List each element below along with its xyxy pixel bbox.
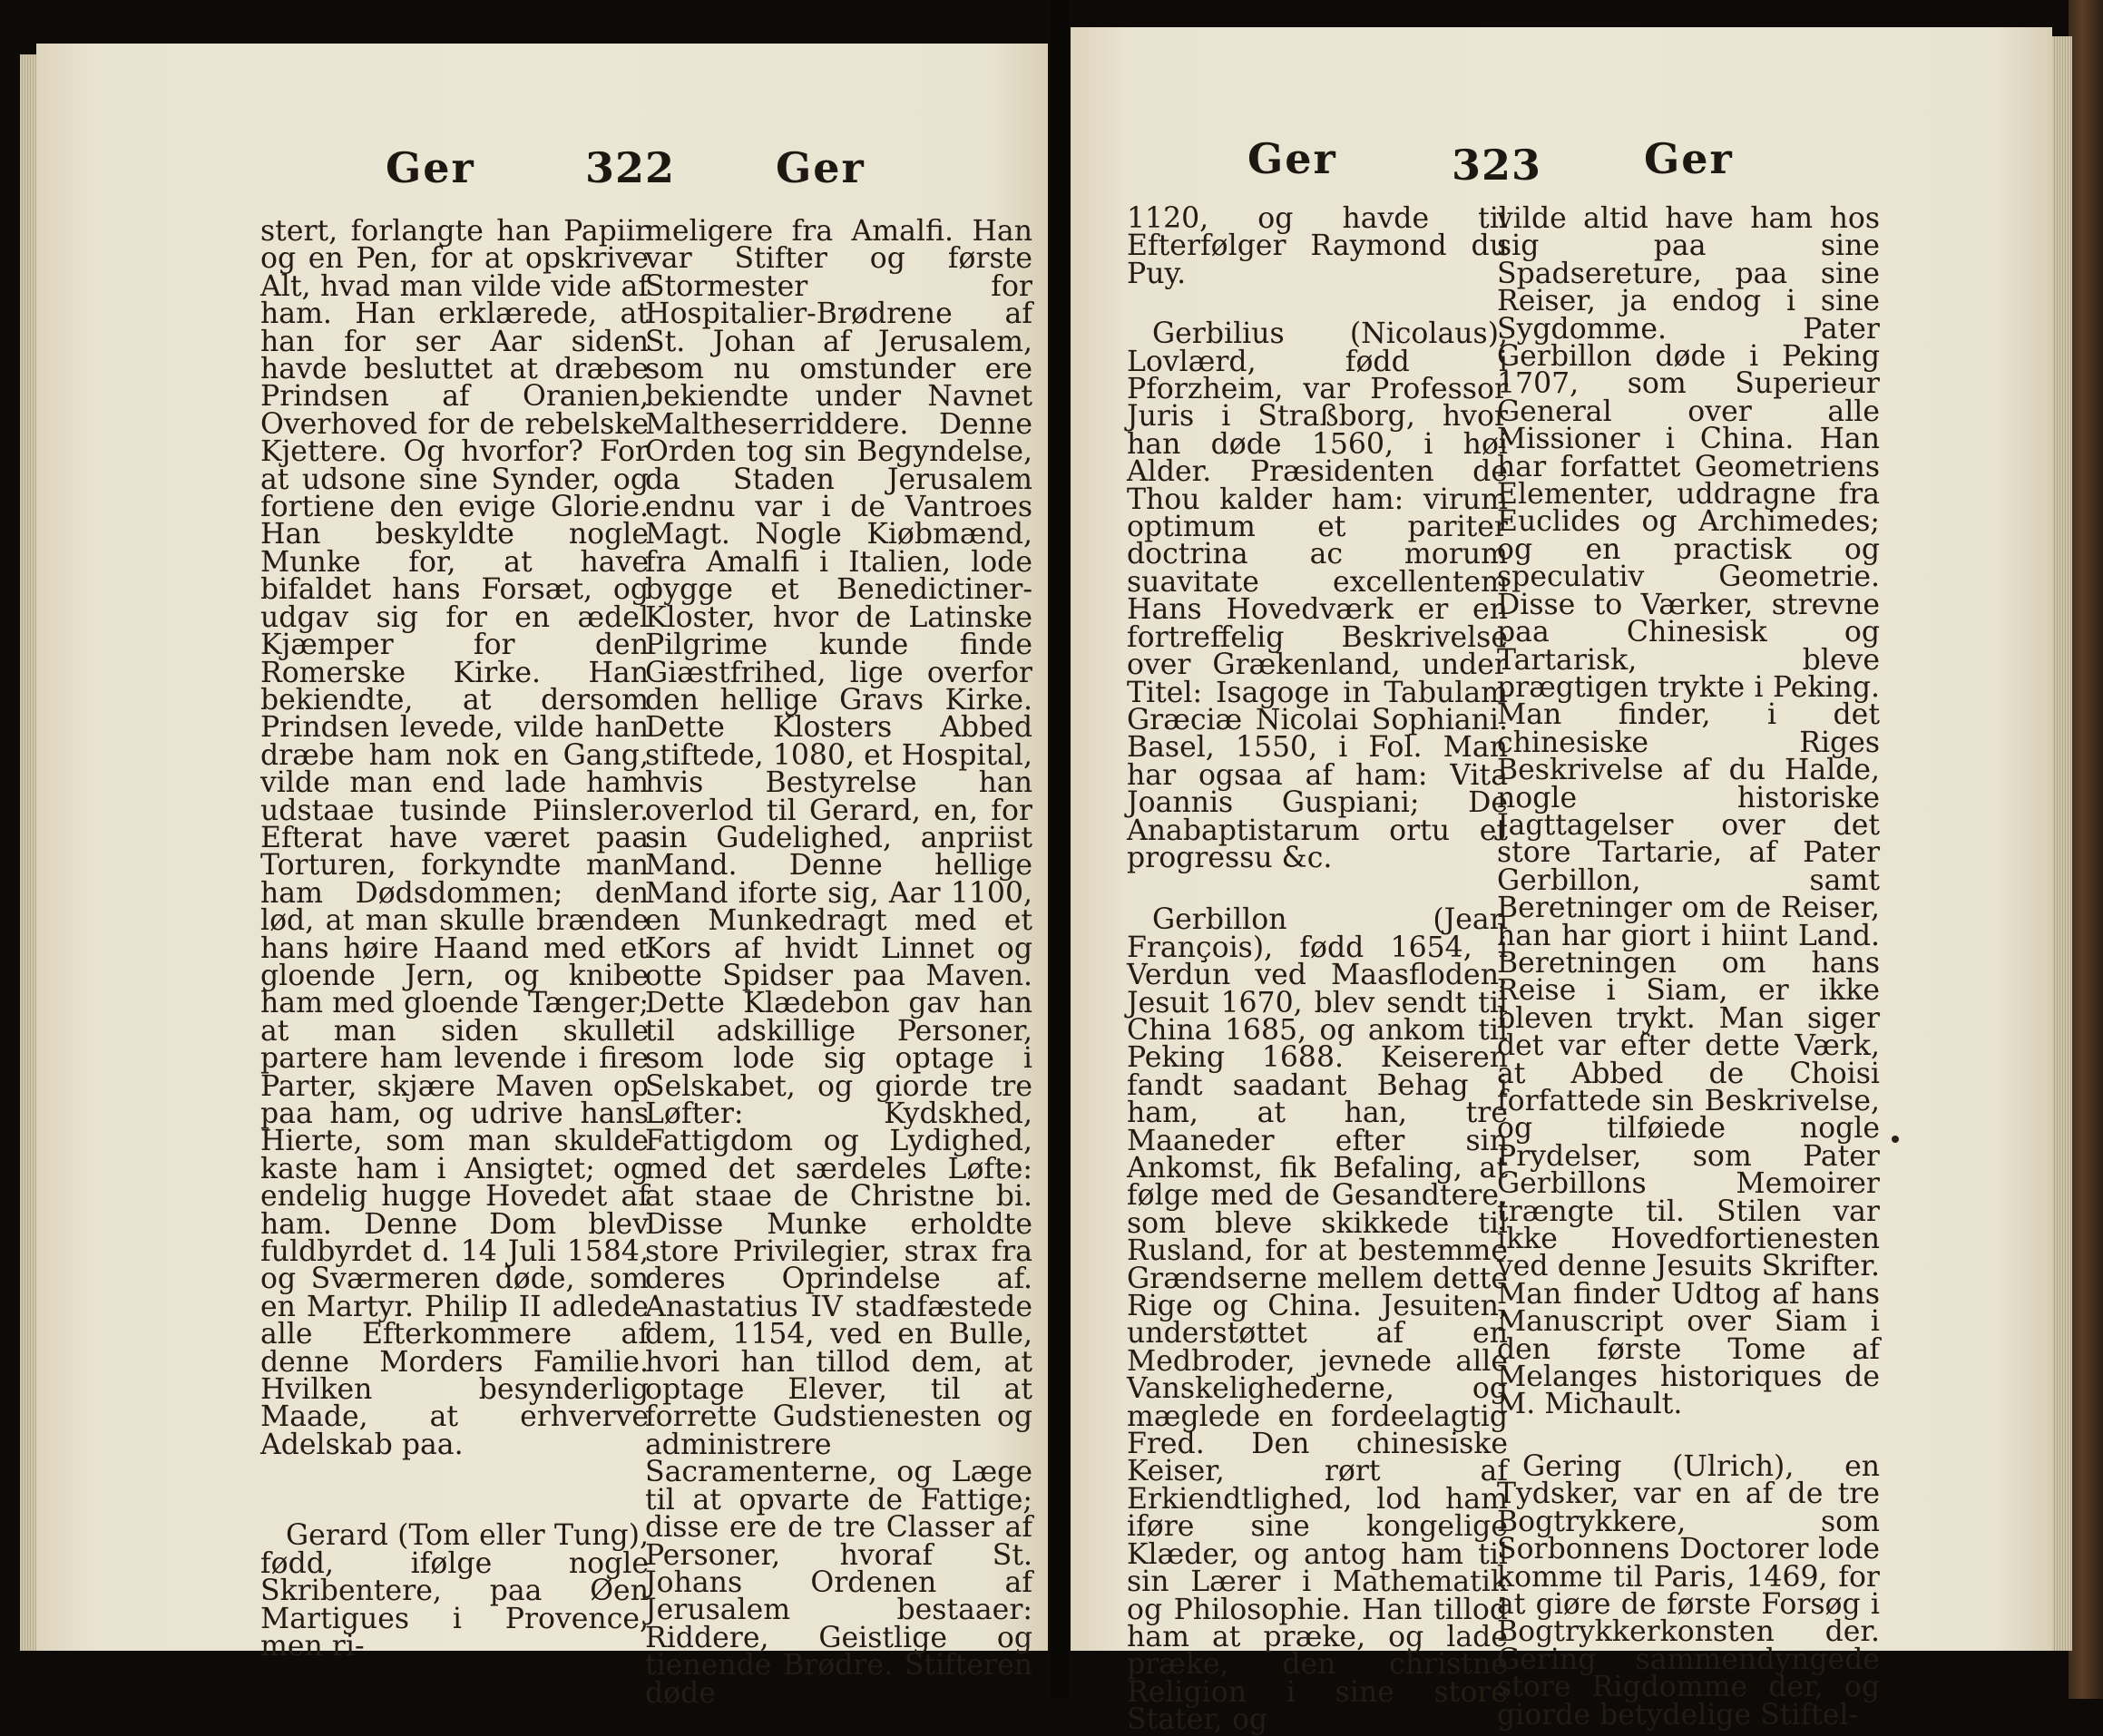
left-page-column-1 [260, 215, 649, 1663]
book-cover-edge [2069, 0, 2103, 1699]
right-page-column-2 [1497, 202, 1880, 1731]
paragraph-gering-entry: Gering (Ulrich), en Tydsker, var en af de tre Bogtrykkere, som Sorbonnens Doctorer lode komme til Paris, 1469, for at giøre de første Forsøg i Bogtrykkerkonsten der. Gering sammendyngede store Rigdomme der, og giorde betydelige Stiftel- [1497, 1449, 1880, 1731]
right-page-number: 323 [1452, 141, 1542, 190]
spread-divider [1051, 0, 1069, 1699]
paragraph-gerbillon-entry: Gerbillon (Jean François), fødd 1654, i Verdun ved Maasfloden, Jesuit 1670, blev sendt til China 1685, og ankom til Peking 1688. Keiseren fandt saadant Behag i ham, at han, tre Maaneder efter sin Ankomst, fik Befaling, at følge med de Gesandtere, som bleve skikkede til Rusland, for at bestemme Grændserne mellem dette Rige og China. Jesuiten, understøttet af en Medbroder, jevnede alle Vanskelighederne, og mæglede en fordeelagtig Fred. Den chinesiske Keiser, rørt af Erkiendtlighed, lod ham iføre sine kongelige Klæder, og antog ham til sin Lærer i Mathematik og Philosophie. Han tillod ham at præke, og lade præke, den christne Religion i sine store Stater, og [1127, 903, 1508, 1736]
paragraph-gerbillon-continuation: vilde altid have ham hos sig paa sine Spadsereture, paa sine Reiser, ja endog i sine Sygdomme. Pater Gerbillon døde i Peking 1707, som Superieur General over alle Missioner i China. Han har forfattet Geometriens Elementer, uddragne fra Euclides og Archimedes; og en practisk og speculativ Geometrie. Disse to Værker, strevne paa Chinesisk og Tartarisk, bleve prægtigen trykte i Peking. Man finder, i det chinesiske Riges Beskrivelse af du Halde, nogle historiske Jagttagelser over det store Tartarie, af Pater Gerbillon, samt Beretninger om de Reiser, han har giort i hiint Land. Beretningen om hans Reise i Siam, er ikke bleven trykt. Man siger det var efter dette Værk, at Abbed de Choisi forfattede sin Beskrivelse, og tilføiede nogle Prydelser, som Pater Gerbillons Memoirer trængte til. Stilen var ikke Hovedfortienesten ved denne Jesuits Skrifter. Man finder Udtog af hans Manuscript over Siam i den første Tome af Melanges historiques de M. Michault. [1497, 202, 1880, 1421]
right-page-column-1 [1127, 202, 1508, 1736]
paragraph-gerard-entry: Gerard (Tom eller Tung), fødd, ifølge nogle Skribentere, paa Øen Martigues i Provence, men ri- [260, 1519, 649, 1663]
paragraph-gerard-continuation: stert, forlangte han Papiir og en Pen, for at opskrive Alt, hvad man vilde vide af ham. Han erklærede, at han for ser Aar siden havde besluttet at dræbe Prindsen af Oranien, Overhoved for de rebelske Kjettere. Og hvorfor? For at udsone sine Synder, og fortiene den evige Glorie. Han beskyldte nogle Munke for, at have bifaldet hans Forsæt, og udgav sig for en ædel Kjæmper for den Romerske Kirke. Han bekiendte, at dersom Prindsen levede, vilde han dræbe ham nok en Gang, vilde man end lade ham udstaae tusinde Piinsler. Efterat have været paa Torturen, forkyndte man ham Dødsdommen; den lød, at man skulle brænde hans høire Haand med et gloende Jern, og knibe ham med gloende Tænger; at man siden skulle partere ham levende i fire Parter, skjære Maven op paa ham, og udrive hans Hierte, som man skulde kaste ham i Ansigtet; og endelig hugge Hovedet af ham. Denne Dom blev fuldbyrdet d. 14 Juli 1584, og Sværmeren døde, som en Martyr. Philip II adlede alle Efterkommere af denne Morders Familie. Hvilken besynderlig Maade, at erhverve Adelskab paa. [260, 215, 649, 1461]
ink-speck [1892, 1136, 1899, 1143]
right-header-right-word: Ger [1644, 134, 1734, 183]
left-header-right-word: Ger [776, 143, 866, 192]
right-header-left-word: Ger [1247, 134, 1337, 183]
paragraph-gerard-successor: 1120, og havde til Efterfølger Raymond du Puy. [1127, 202, 1508, 290]
left-page [36, 44, 1048, 1710]
left-header-left-word: Ger [386, 143, 475, 192]
left-page-column-2 [645, 215, 1032, 1710]
paragraph-gerard-order: meligere fra Amalfi. Han var Stifter og første Stormester for Hospitalier-Brødrene af St. Johan af Jerusalem, som nu omstunder ere bekiendte under Navnet Maltheserriddere. Denne Orden tog sin Begyndelse, da Staden Jerusalem endnu var i de Vantroes Magt. Nogle Kiøbmænd, fra Amalfi i Italien, lode bygge et Benedictiner-Kloster, hvor de Latinske Pilgrime kunde finde Giæstfrihed, lige overfor den hellige Gravs Kirke. Dette Klosters Abbed stiftede, 1080, et Hospital, hvis Bestyrelse han overlod til Gerard, en, for sin Gudelighed, anpriist Mand. Denne hellige Mand iforte sig, Aar 1100, en Munkedragt med et Kors af hvidt Linnet og otte Spidser paa Maven. Dette Klædebon gav han til adskillige Personer, som lode sig optage i Selskabet, og giorde tre Løfter: Kydskhed, Fattigdom og Lydighed, med det særdeles Løfte: at staae de Christne bi. Disse Munke erholdte store Privilegier, strax fra deres Oprindelse af. Anastatius IV stadfæstede dem, 1154, ved en Bulle, hvori han tillod dem, at optage Elever, til at forrette Gudstienesten og administrere Sacramenterne, og Læge til at opvarte de Fattige; disse ere de tre Classer af Personer, hvoraf St. Johans Ordenen af Jerusalem bestaaer: Riddere, Geistlige og tienende Brødre. Stifteren døde [645, 215, 1032, 1710]
right-page [1071, 27, 2052, 1736]
left-page-number: 322 [585, 143, 676, 192]
paragraph-gerbilius-entry: Gerbilius (Nicolaus), Lovlærd, fødd i Pforzheim, var Professor Juris i Straßborg, hvor han døde 1560, i høi Alder. Præsidenten de Thou kalder ham: virum optimum et pariter doctrina ac morum suavitate excellentem Hans Hovedværk er en fortreffelig Beskrivelse over Grækenland, under Titel: Isagoge in Tabulam Græciæ Nicolai Sophiani. Basel, 1550, i Fol. Man har ogsaa af ham: Vita Joannis Guspiani; De Anabaptistarum ortu et progressu &c. [1127, 317, 1508, 874]
